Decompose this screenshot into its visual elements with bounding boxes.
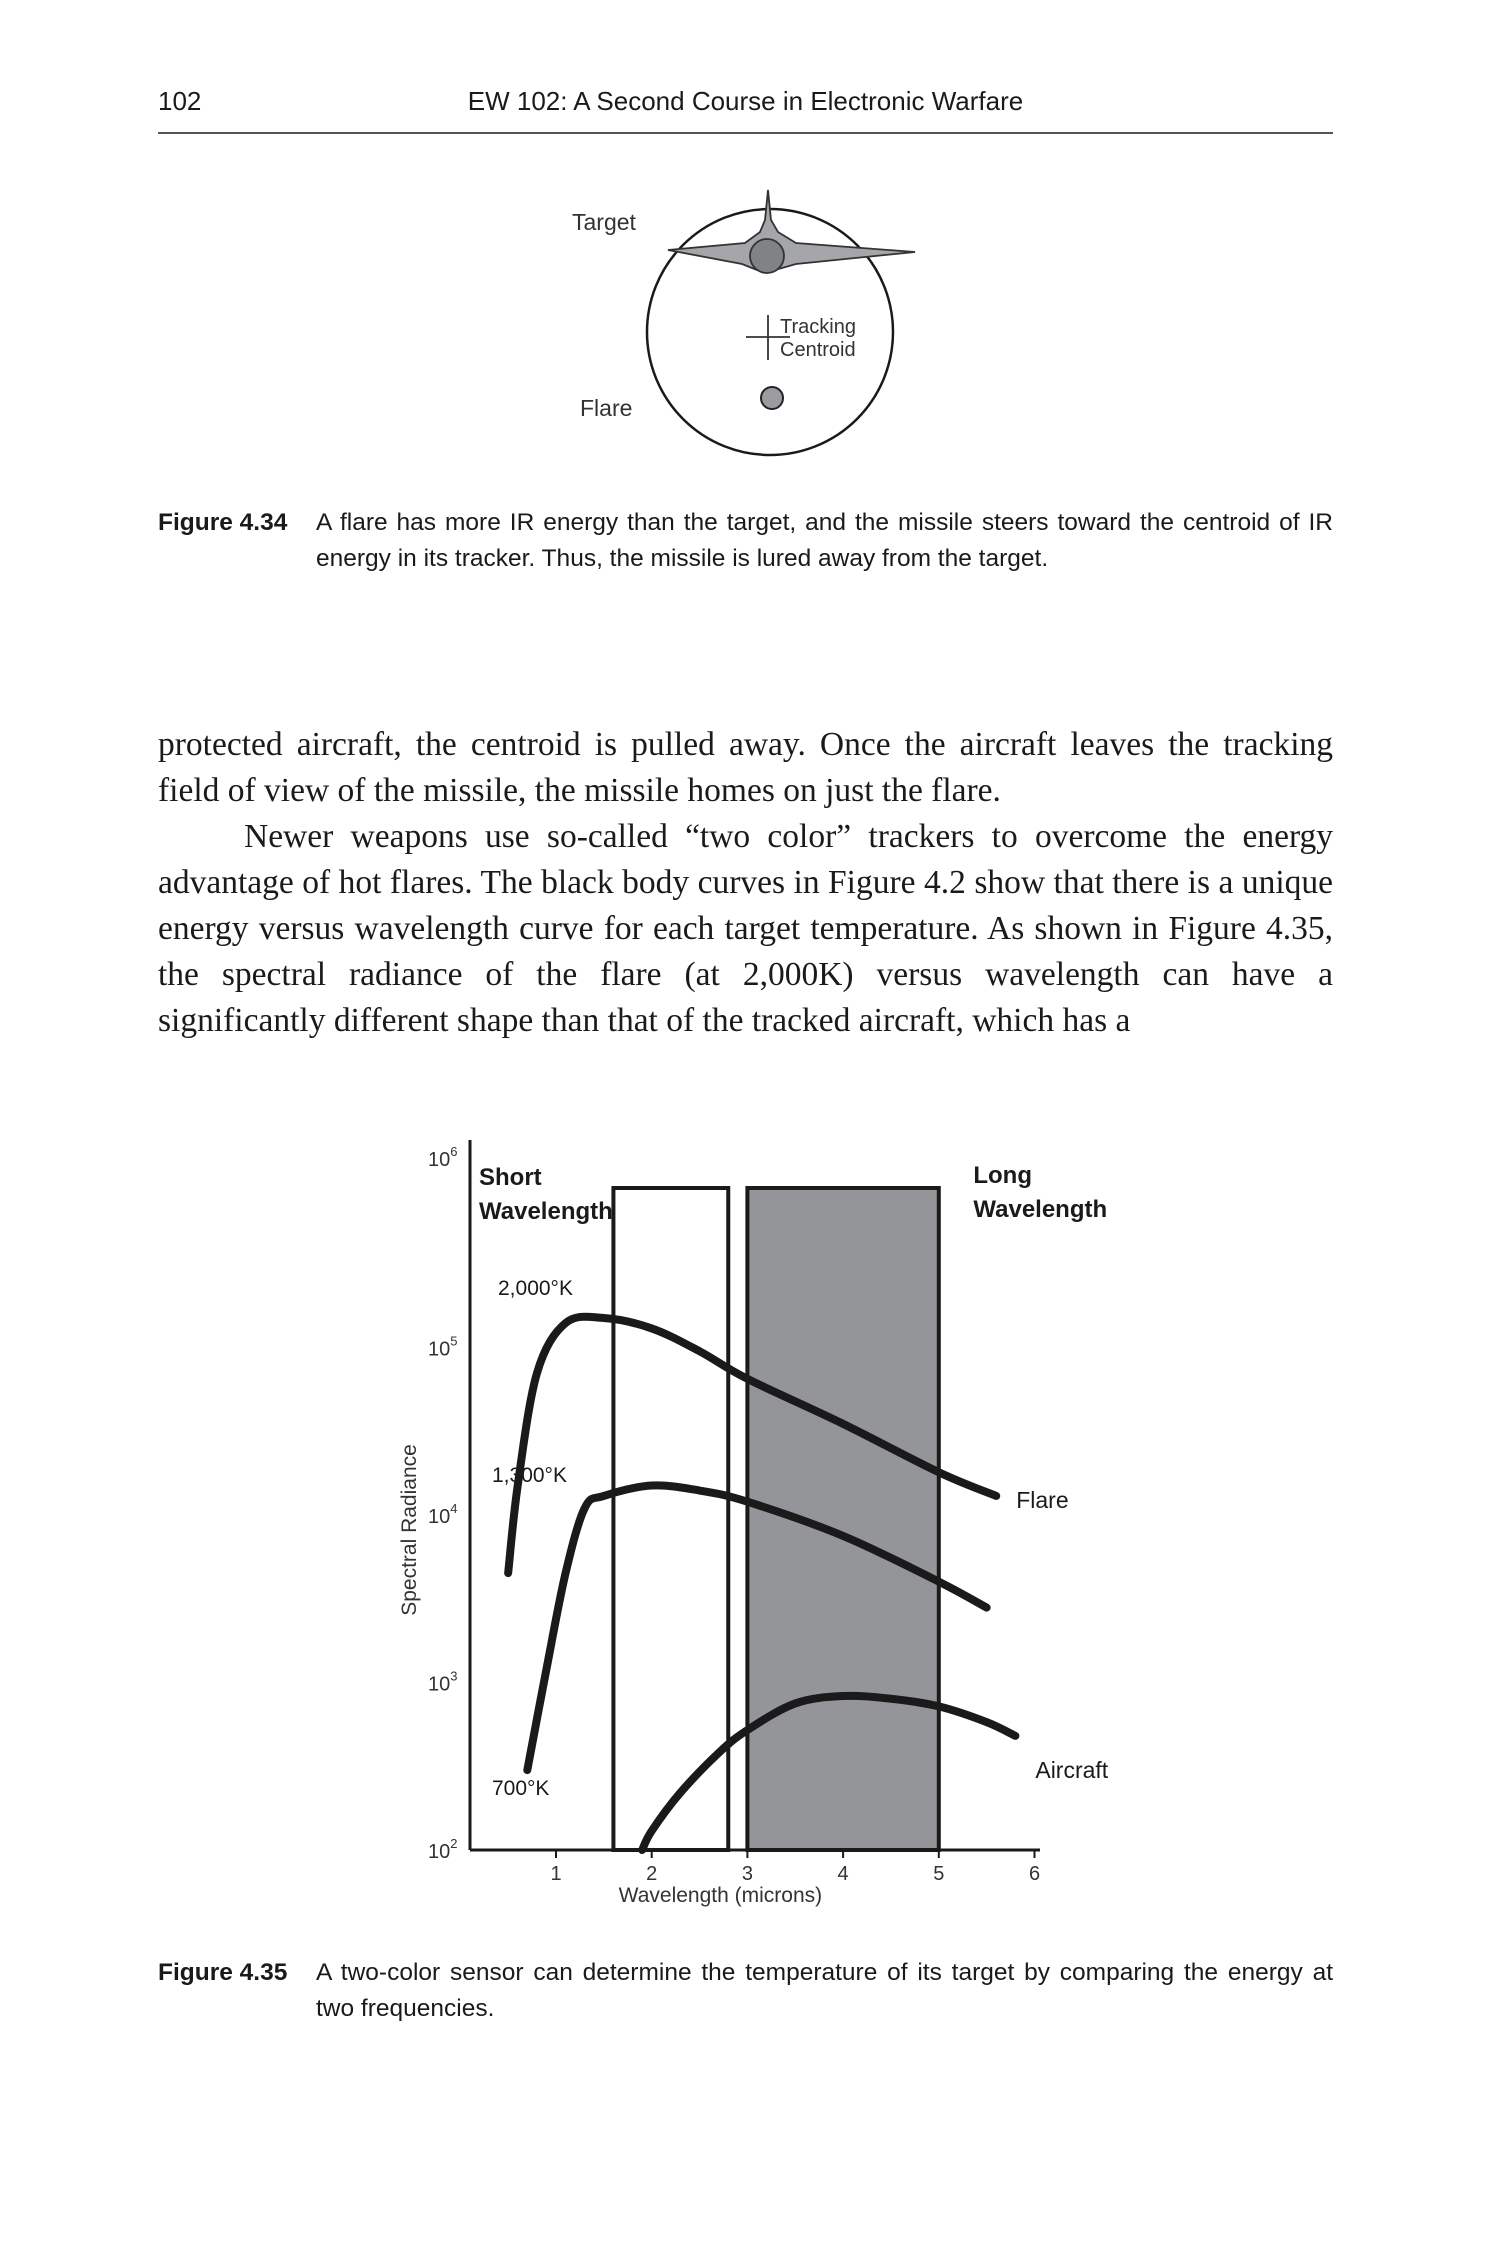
figure-4-35-caption bbox=[158, 1955, 1333, 2027]
band-label-long: Long bbox=[973, 1162, 1033, 1189]
series-end-label: Aircraft bbox=[1035, 1756, 1109, 1783]
target-label: Target bbox=[572, 209, 636, 235]
y-tick-label: $10^2$ bbox=[428, 1836, 458, 1863]
band-label-long: Wavelength bbox=[973, 1196, 1108, 1223]
y-tick-label: $10^3$ bbox=[428, 1668, 458, 1696]
body-text bbox=[158, 722, 1333, 1044]
series-name-label: 700°K bbox=[492, 1777, 550, 1800]
band-short-wavelength bbox=[613, 1188, 728, 1850]
x-axis-label: Wavelength (microns) bbox=[618, 1884, 823, 1907]
x-tick-label: 6 bbox=[1028, 1863, 1041, 1885]
x-tick-label: 5 bbox=[933, 1863, 945, 1885]
body-paragraph-1: protected aircraft, the centroid is pulled away. Once the aircraft leaves the tracking field of view of the missile, the missile homes on just the flare. bbox=[158, 726, 1333, 809]
x-tick-label: 2 bbox=[646, 1863, 658, 1885]
figure-4-34-caption-text: A flare has more IR energy than the target, and the missile steers toward the centroid of IR energy in its tracker. Thus, the missile is lured away from the target. bbox=[316, 509, 1333, 572]
series-name-label: 1,300°K bbox=[492, 1464, 567, 1487]
y-tick-label: $10^6$ bbox=[428, 1144, 458, 1171]
x-tick-label: 3 bbox=[741, 1863, 753, 1885]
y-axis-label: Spectral Radiance bbox=[398, 1444, 421, 1616]
x-tick-label: 4 bbox=[837, 1863, 849, 1885]
tracking-label: Tracking bbox=[780, 316, 856, 338]
flare-dot-icon bbox=[761, 387, 783, 409]
figure-4-35-caption-text: A two-color sensor can determine the temperature of its target by comparing the energy at two frequencies. bbox=[316, 1959, 1333, 2022]
y-tick-label: $10^5$ bbox=[428, 1333, 458, 1361]
flare-label: Flare bbox=[580, 395, 633, 421]
series-end-label: Flare bbox=[1016, 1486, 1069, 1513]
band-long-wavelength bbox=[747, 1188, 938, 1850]
band-label-short: Wavelength bbox=[479, 1198, 613, 1225]
centroid-label: Centroid bbox=[780, 339, 856, 361]
body-paragraph-2: Newer weapons use so-called “two color” trackers to overcome the energy advantage of hot flares. The black body curves in Figure 4.2 show that there is a unique energy versus wavelength curve for each target temperature. As shown in Figure 4.35, the spectral radiance of the flare (at 2,000K) versus wavelength can have a significantly different shape than that of the tracked aircraft, which has a bbox=[158, 818, 1333, 1039]
running-title: EW 102: A Second Course in Electronic Warfare bbox=[467, 86, 1024, 116]
series-name-label: 2,000°K bbox=[498, 1277, 573, 1300]
figure-4-34-caption-label: Figure 4.34 bbox=[158, 509, 288, 536]
figure-4-35-chart bbox=[380, 1110, 1140, 1920]
page-header bbox=[158, 86, 1333, 134]
page-number: 102 bbox=[158, 86, 202, 116]
y-tick-label: $10^4$ bbox=[428, 1501, 458, 1528]
figure-4-34-diagram bbox=[560, 180, 920, 470]
figure-4-35-caption-label: Figure 4.35 bbox=[158, 1959, 288, 1986]
figure-4-34-caption bbox=[158, 505, 1333, 577]
band-label-short: Short bbox=[479, 1164, 542, 1191]
x-tick-label: 1 bbox=[550, 1863, 562, 1885]
